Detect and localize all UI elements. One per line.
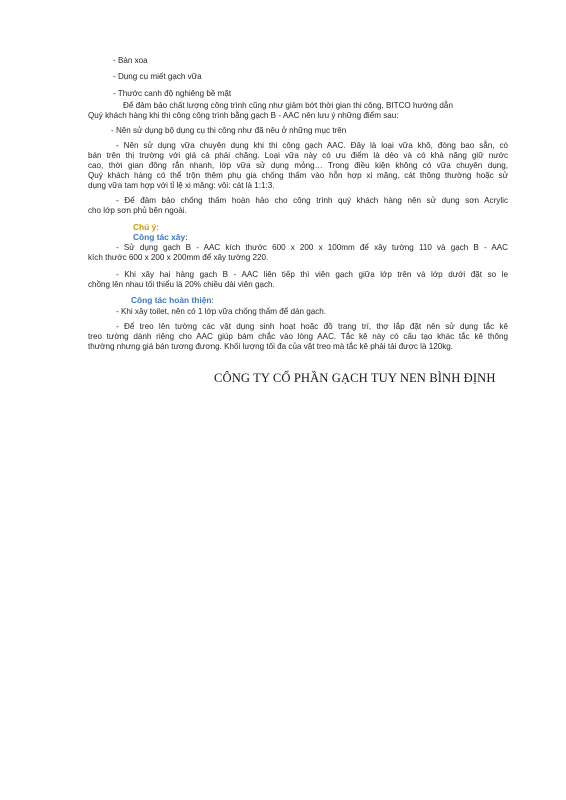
finishing-heading: Công tác hoàn thiện [131, 295, 212, 305]
masonry-line: - Sử dụng gạch B - AAC kích thước 600 x 200 x 100mm để xây tường 110 và gạch B - AAC [116, 243, 508, 252]
finishing-heading-row [131, 295, 214, 306]
tool-item: - Bàn xoa [113, 56, 148, 65]
advice-line: - Nên sử dụng bộ dụng cụ thi công như đã nêu ở những mục trên [111, 126, 347, 135]
advice-line: - Nên sử dụng vữa chuyên dụng khi thi công gạch AAC. Đây là loại vữa khô, đóng bao sẵn, có [116, 141, 508, 150]
advice-line: - Để đảm bảo chống thấm hoàn hảo cho công trình quý khách hàng nên sử dụng sơn Acrylic [116, 196, 508, 205]
finishing-line: treo tường dành riêng cho AAC giúp bám chắc vào lòng AAC. Tắc kê này có cấu tạo khác tắc kê thông [88, 332, 508, 341]
advice-line: Quý khách hàng có thể trộn thêm phụ gia chống thấm vào hỗn hợp xi măng, cát thông thường hoặc sử [88, 171, 508, 180]
company-name: CÔNG TY CỔ PHẦN GẠCH TUY NEN BÌNH ĐỊNH [214, 371, 496, 385]
finishing-line: - Khi xây toilet, nên có 1 lớp vữa chống thấm để dán gạch. [116, 307, 327, 316]
tool-item: - Thước canh độ nghiêng bề mặt [113, 89, 232, 98]
masonry-line: kích thước 600 x 200 x 200mm để xây tường 220. [88, 253, 269, 262]
advice-line: bán trên thị trường với giá cả phải chăng. Loại vữa này có ưu điểm là dẻo và có khả năng giữ nước [88, 151, 508, 160]
masonry-heading: Công tác xây: [133, 232, 188, 242]
finishing-line: - Để treo lên tường các vật dụng sinh hoạt hoặc đồ trang trí, thợ lắp đặt nên sử dụng tắc kê [116, 322, 508, 331]
advice-line: cho lớp sơn phủ bên ngoài. [88, 206, 187, 215]
finishing-colon: : [211, 296, 214, 305]
masonry-line: chồng lên nhau tối thiểu là 20% chiều dài viên gạch. [88, 280, 275, 289]
intro-line: Để đảm bảo chất lượng công trình cũng như giảm bớt thời gian thi công, BITCO hướng dẫn [123, 101, 453, 110]
note-label: Chú ý: [133, 222, 160, 232]
finishing-line: thường nhưng giá bán tương đương. Khối lượng tối đa của vật treo mà tắc kê phải tải được là 120kg. [88, 342, 454, 351]
intro-line: Quý khách hàng khi thi công công trình bằng gạch B - AAC nên lưu ý những điểm sau: [88, 111, 399, 120]
advice-line: dụng vữa tam hợp với tỉ lệ xi măng: vôi: cát là 1:1:3. [88, 181, 275, 190]
tool-item: - Dụng cụ miết gạch vữa [113, 72, 202, 81]
advice-line: cao, thời gian đông rắn nhanh, lớp vữa sử dụng mỏng… Trong điều kiện không có vữa chuyên dụng, [88, 161, 508, 170]
masonry-line: - Khi xây hai hàng gạch B - AAC liên tiếp thì viên gạch giữa lớp trên và lớp dưới đặt so le [116, 270, 508, 279]
